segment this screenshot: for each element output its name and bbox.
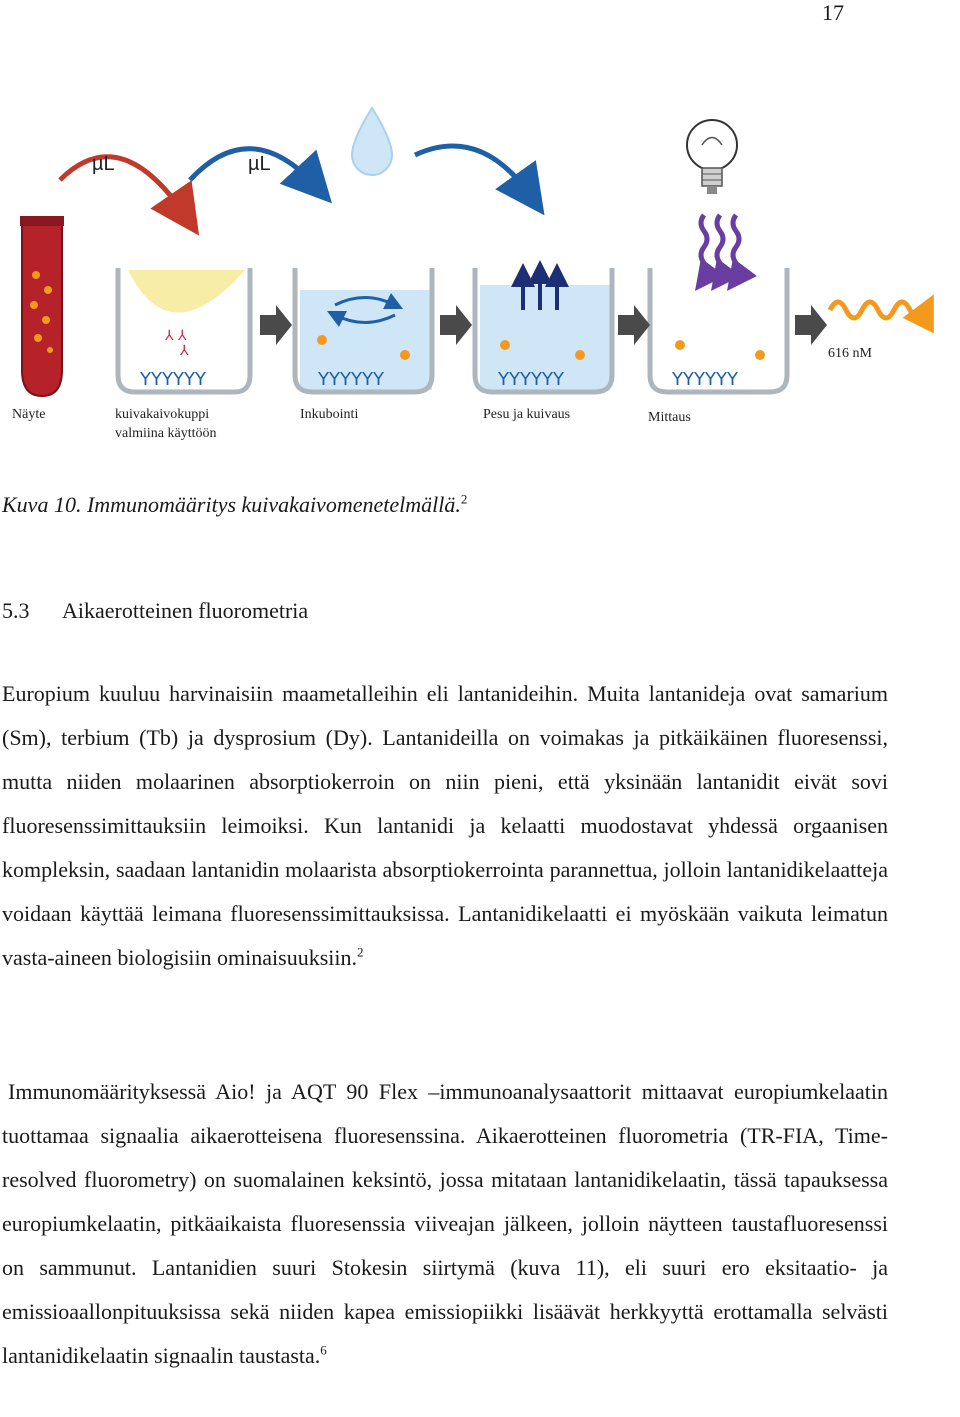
emission-wave [830,302,926,318]
light-bulb-icon [687,120,737,194]
svg-text:YYYYYY: YYYYYY [498,369,564,390]
section-number: 5.3 [2,598,30,623]
svg-text:YYYYYY: YYYYYY [318,369,384,390]
paragraph-europium [2,672,888,980]
section-heading [2,598,308,624]
section-title: Aikaerotteinen fluorometria [62,598,309,623]
label-incubation: Inkubointi [300,407,359,422]
paragraph-2-ref: 6 [320,1342,327,1358]
well-measurement [650,268,787,392]
droplet-icon [352,108,392,175]
paragraph-2-text: Immunomäärityksessä Aio! ja AQT 90 Flex –immunoanalysaattorit mittaavat europiumkelaatin tuottamaa signaalia aikaerotteisena fluoresenssina. Aikaerotteinen fluorometria (TR-FIA, Time-resolved fluorometry) on suomalainen keksintö, jossa mitataan lantanidikelaatin, tässä tapauksessa europiumkelaatin, pitkäaikaista fluoresenssia viiveajan jälkeen, jolloin näytteen taustafluoresenssi on sammunut. Lantanidien suuri Stokesin siirtymä (kuva 11), eli suuri ero eksitaatio- ja emissioaallonpituuksissa sekä niiden kapea emissiopiikki lisäävät herkkyyttä erottamalla selvästi lantanidikelaatin signaalin taustasta. [2,1079,888,1368]
well-dry [118,268,250,392]
excitation-waves [701,215,739,279]
red-curved-arrow [60,157,185,215]
svg-text:⅄ ⅄: ⅄ ⅄ [165,328,187,344]
wavelength-label: 616 nM [828,346,872,361]
blue-curved-arrow-2 [415,146,530,195]
caption-ref: 2 [460,491,468,507]
caption-text: Kuva 10. Immunomääritys kuivakaivomenetelmällä. [2,492,461,517]
label-dry-well-1: kuivakaivokuppi [115,407,210,422]
label-sample: Näyte [12,407,46,422]
paragraph-1-text: Europium kuuluu harvinaisiin maametalleihin eli lantanideihin. Muita lantanideja ovat samarium (Sm), terbium (Tb) ja dysprosium (Dy). Lantanideilla on voimakas ja pitkäikäinen fluoresenssi, mutta niiden molaarinen absorptiokerroin on niin pieni, että yksinään lantanidit eivät sovi fluoresenssimittauksiin leimoiksi. Kun lantanidi ja kelaatti muodostavat yhdessä orgaanisen kompleksin, saadaan lantanidin molaarista absorptiokerrointa parannettua, jolloin lantanidikelaatteja voidaan käyttää leimana fluoresenssimittauksissa. Lantanidikelaatti ei myöskään vaikuta leimatun vasta-aineen biologisiin ominaisuuksiin. [2,681,888,970]
paragraph-trfia [2,1070,888,1378]
immunoassay-diagram [0,100,960,450]
label-wash-dry: Pesu ja kuivaus [483,407,571,422]
well-wash [475,268,612,392]
paragraph-1-ref: 2 [357,944,364,960]
svg-text:⅄: ⅄ [180,343,189,359]
svg-text:YYYYYY: YYYYYY [140,369,206,390]
svg-text:YYYYYY: YYYYYY [672,369,738,390]
label-measurement: Mittaus [648,410,691,425]
immunoassay-figure [0,100,960,450]
figure-caption [2,492,467,518]
sample-tube [20,216,64,396]
label-dry-well-2: valmiina käyttöön [115,426,217,441]
page-number: 17 [822,0,844,25]
volume-label-1: µL [92,153,115,175]
well-incubation [295,268,432,392]
volume-label-2: µL [248,153,271,175]
